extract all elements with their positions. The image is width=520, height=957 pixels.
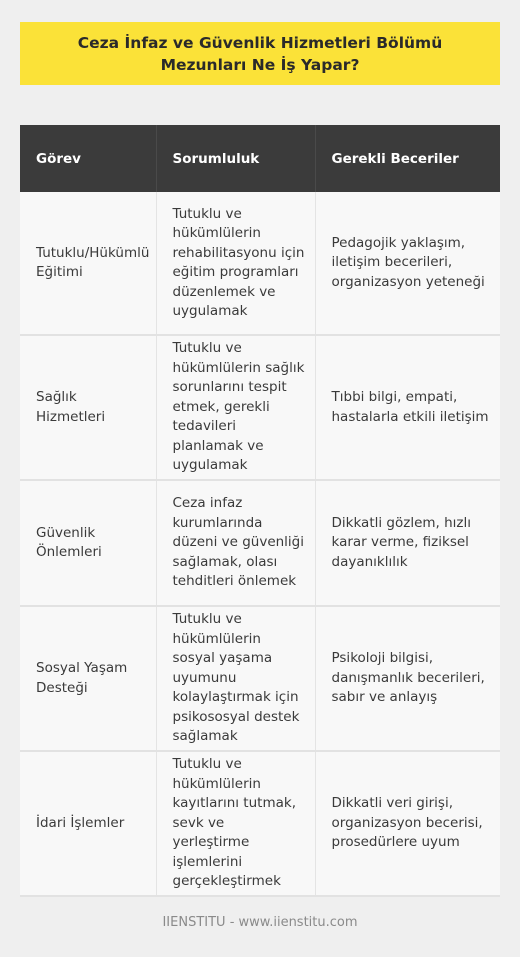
header-task: Görev xyxy=(20,125,156,192)
table-row xyxy=(20,751,500,896)
jobs-table xyxy=(20,125,500,897)
table-header-row xyxy=(20,125,500,192)
table-row xyxy=(20,480,500,606)
header-skills: Gerekli Beceriler xyxy=(315,125,500,192)
skills-cell: Dikkatli veri girişi, organizasyon becerisi, prosedürlere uyum xyxy=(315,751,500,896)
task-cell: Tutuklu/Hükümlü Eğitimi xyxy=(20,192,156,335)
task-cell: Sosyal Yaşam Desteği xyxy=(20,606,156,751)
skills-cell: Tıbbi bilgi, empati, hastalarla etkili iletişim xyxy=(315,335,500,480)
responsibility-cell: Tutuklu ve hükümlülerin rehabilitasyonu için eğitim programları düzenlemek ve uygulamak xyxy=(156,192,315,335)
page-title: Ceza İnfaz ve Güvenlik Hizmetleri Bölümü Mezunları Ne İş Yapar? xyxy=(77,33,443,74)
task-cell: Sağlık Hizmetleri xyxy=(20,335,156,480)
skills-cell: Psikoloji bilgisi, danışmanlık becerileri, sabır ve anlayış xyxy=(315,606,500,751)
task-cell: İdari İşlemler xyxy=(20,751,156,896)
table-row xyxy=(20,335,500,480)
table-row xyxy=(20,606,500,751)
responsibility-cell: Tutuklu ve hükümlülerin sosyal yaşama uyumunu kolaylaştırmak için psikososyal destek sağlamak xyxy=(156,606,315,751)
footer-credit: IIENSTITU - www.iienstitu.com xyxy=(162,915,358,930)
skills-cell: Pedagojik yaklaşım, iletişim becerileri, organizasyon yeteneği xyxy=(315,192,500,335)
responsibility-cell: Tutuklu ve hükümlülerin kayıtlarını tutmak, sevk ve yerleştirme işlemlerini gerçekleştirmek xyxy=(156,751,315,896)
task-cell: Güvenlik Önlemleri xyxy=(20,480,156,606)
header-responsibility: Sorumluluk xyxy=(156,125,315,192)
skills-cell: Dikkatli gözlem, hızlı karar verme, fiziksel dayanıklılık xyxy=(315,480,500,606)
responsibility-cell: Tutuklu ve hükümlülerin sağlık sorunlarını tespit etmek, gerekli tedavileri planlamak ve uygulamak xyxy=(156,335,315,480)
table-row xyxy=(20,192,500,335)
title-banner xyxy=(20,22,500,85)
responsibility-cell: Ceza infaz kurumlarında düzeni ve güvenliği sağlamak, olası tehditleri önlemek xyxy=(156,480,315,606)
